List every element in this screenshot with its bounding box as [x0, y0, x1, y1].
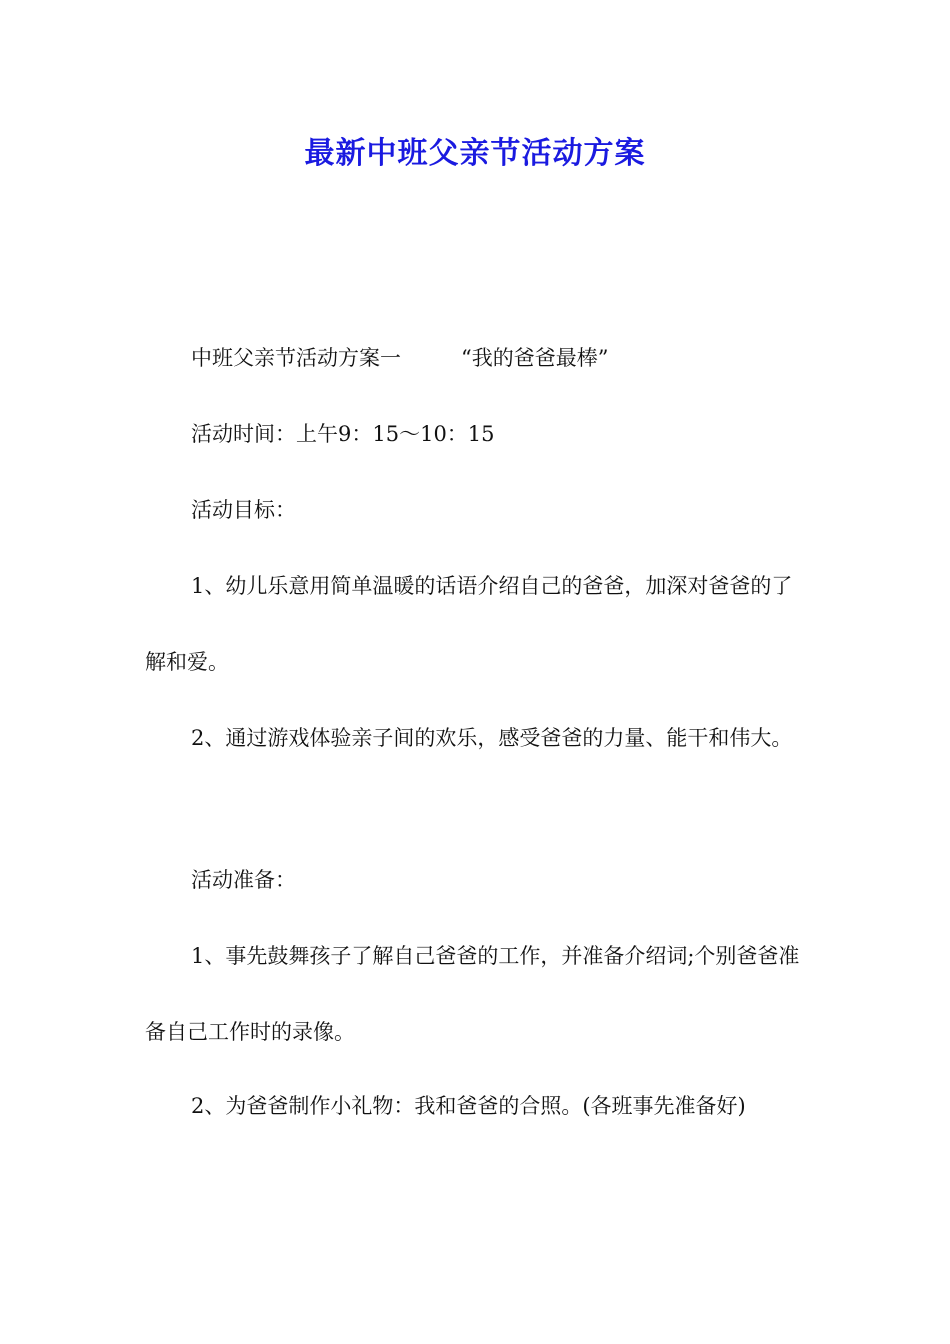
- document-title: 最新中班父亲节活动方案: [304, 136, 646, 171]
- section-heading-line: [191, 320, 608, 396]
- prep-item-1: 1、事先鼓舞孩子了解自己爸爸的工作，并准备介绍词;个别爸爸准备自己工作时的录像。: [145, 944, 800, 1044]
- prep-label: 活动准备：: [191, 868, 296, 892]
- goal-item-2: 2、通过游戏体验亲子间的欢乐，感受爸爸的力量、能干和伟大。: [191, 726, 793, 750]
- activity-time: 活动时间：上午9：15～10：15: [191, 422, 495, 446]
- section-subtitle: “我的爸爸最棒”: [461, 346, 609, 370]
- goals-label: 活动目标：: [191, 498, 296, 522]
- goal-item-1: 1、幼儿乐意用简单温暖的话语介绍自己的爸爸，加深对爸爸的了解和爱。: [145, 574, 793, 674]
- section-heading: 中班父亲节活动方案一: [191, 346, 401, 370]
- prep-item-2: 2、为爸爸制作小礼物：我和爸爸的合照。(各班事先准备好): [191, 1094, 746, 1118]
